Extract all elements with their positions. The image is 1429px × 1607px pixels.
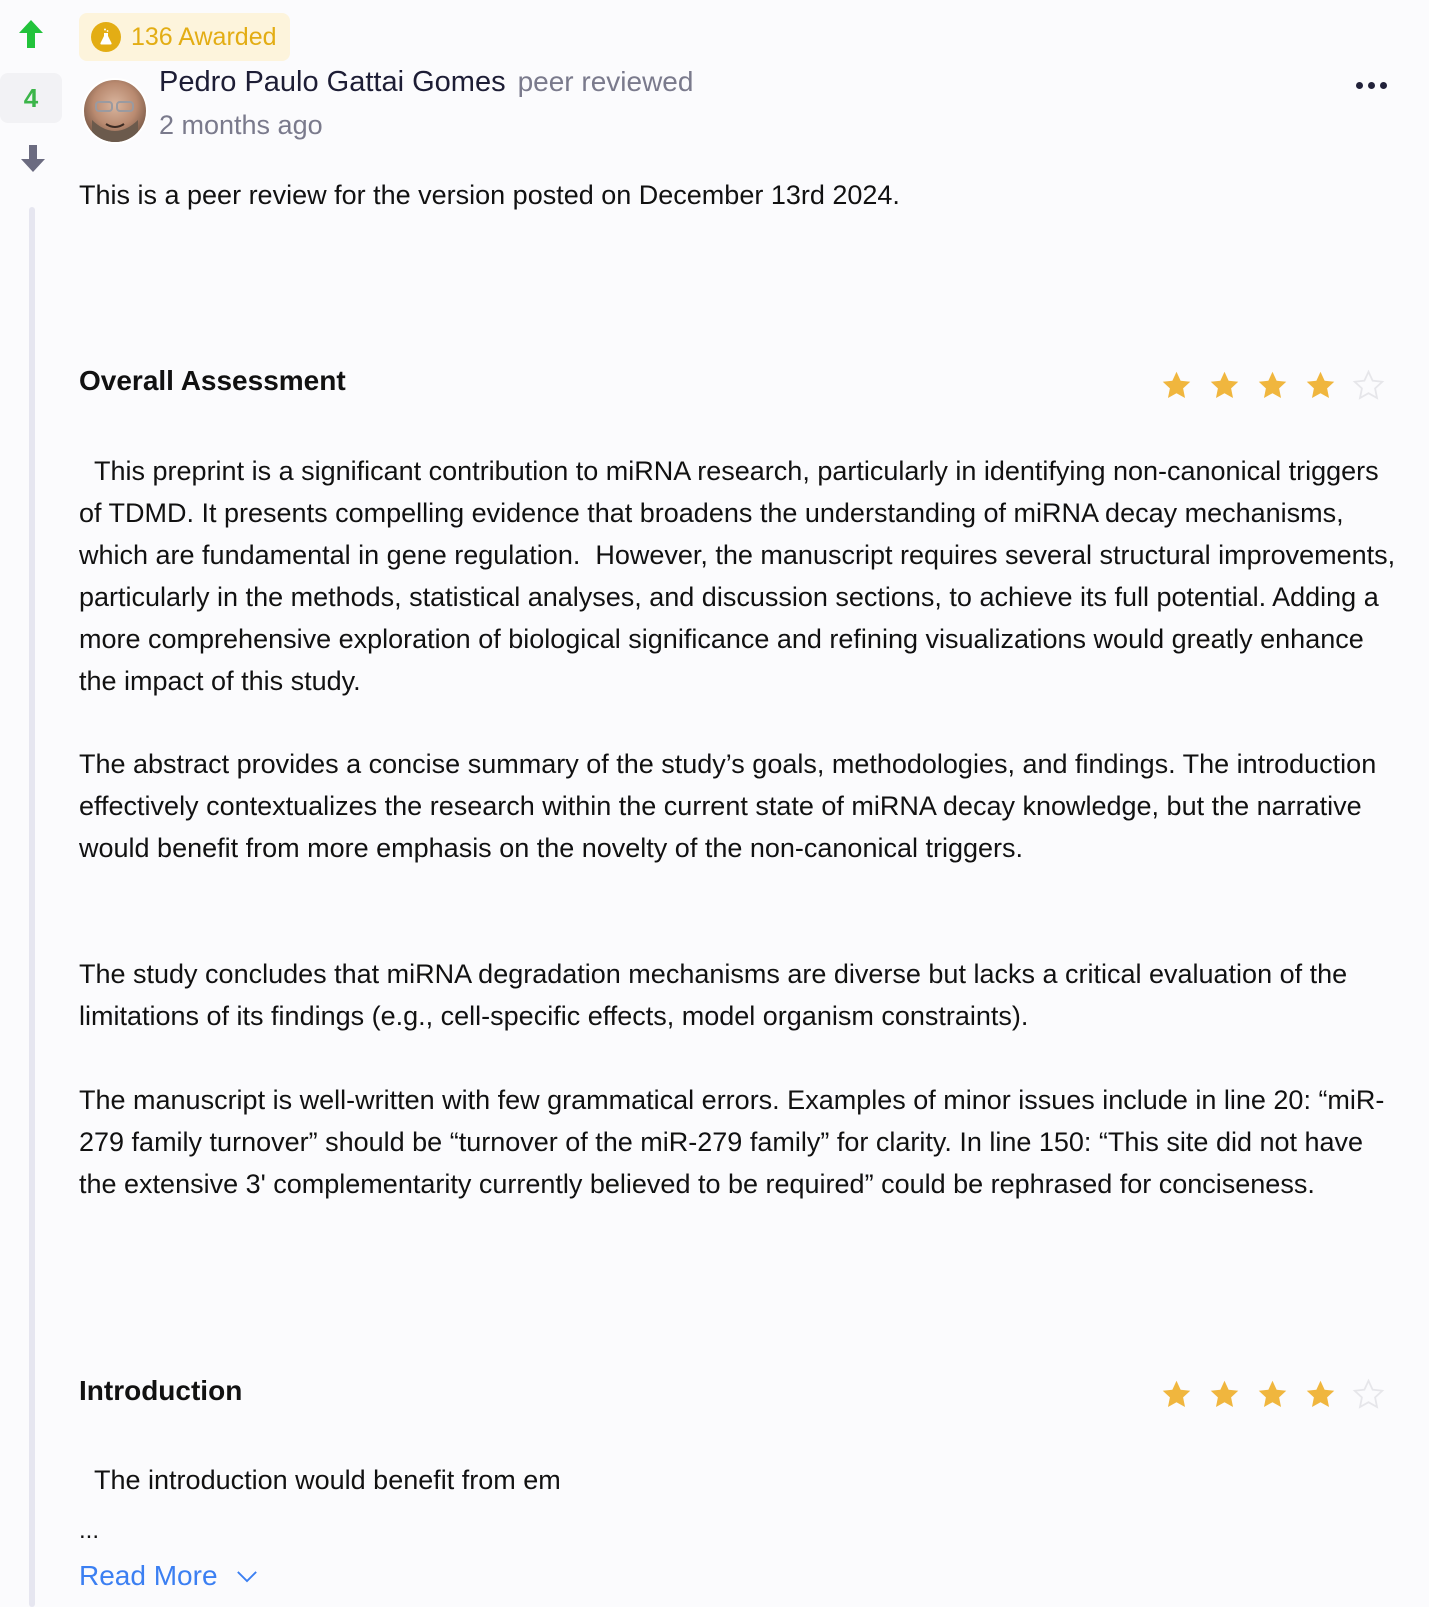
star-filled-icon [1159, 369, 1194, 402]
arrow-down-icon [19, 144, 47, 174]
timestamp: 2 months ago [159, 110, 323, 140]
author-name[interactable]: Pedro Paulo Gattai Gomes [159, 66, 506, 98]
author-line [159, 66, 693, 99]
star-filled-icon [1207, 1378, 1242, 1411]
paragraph: The introduction would benefit from em [79, 1465, 561, 1495]
downvote-button[interactable] [19, 144, 47, 174]
star-filled-icon [1303, 369, 1338, 402]
star-filled-icon [1255, 1378, 1290, 1411]
paragraph: The study concludes that miRNA degradation mechanisms are diverse but lacks a critical evaluation of the limitations of its findings (e.g., cell-specific effects, model organism constraints). [79, 959, 1348, 1031]
section-title-introduction: Introduction [79, 1375, 243, 1406]
truncation-ellipsis: ... [79, 1517, 100, 1544]
vote-count: 4 [0, 73, 62, 123]
star-filled-icon [1159, 1378, 1194, 1411]
star-empty-icon [1351, 369, 1386, 402]
flask-icon [91, 22, 121, 52]
chevron-down-icon [236, 1570, 258, 1583]
star-empty-icon [1351, 1378, 1386, 1411]
section-title-overall: Overall Assessment [79, 365, 346, 396]
star-filled-icon [1255, 369, 1290, 402]
intro-text: This is a peer review for the version posted on December 13rd 2024. [79, 180, 900, 210]
peer-reviewed-badge: peer reviewed [517, 66, 694, 97]
rating-introduction [1159, 1378, 1386, 1411]
avatar-image [84, 80, 146, 142]
read-more-button[interactable] [79, 1555, 258, 1597]
award-label: 136 Awarded [131, 22, 277, 51]
upvote-button[interactable] [17, 18, 45, 50]
rating-overall [1159, 369, 1386, 402]
star-filled-icon [1207, 369, 1242, 402]
arrow-up-icon [17, 18, 45, 50]
more-horizontal-icon [1356, 82, 1363, 89]
more-options-button[interactable] [1356, 76, 1390, 94]
star-filled-icon [1303, 1378, 1338, 1411]
paragraph: This preprint is a significant contribution to miRNA research, particularly in identifying non-canonical triggers of TDMD. It presents compelling evidence that broadens the understanding of miRNA decay mechanisms, which are fundamental in gene regulation. However, the manuscript requires several structural improvements, particularly in the methods, statistical analyses, and discussion sections, to achieve its full potential. Adding a more comprehensive exploration of biological significance and refining visualizations would greatly enhance the impact of this study. [79, 456, 1403, 696]
paragraph: The manuscript is well-written with few grammatical errors. Examples of minor issues include in line 20: “miR-279 family turnover” should be “turnover of the miR-279 family” for clarity. In line 150: “This site did not have the extensive 3' complementarity currently believed to be required” could be rephrased for conciseness. [79, 1085, 1385, 1199]
award-badge[interactable] [79, 13, 290, 61]
avatar[interactable] [82, 78, 148, 144]
read-more-label: Read More [79, 1560, 218, 1591]
paragraph: The abstract provides a concise summary of the study’s goals, methodologies, and findings. The introduction effectively contextualizes the research within the current state of miRNA decay knowledge, but the narrative would benefit from more emphasis on the novelty of the non-canonical triggers. [79, 749, 1377, 863]
thread-line[interactable] [29, 207, 35, 1607]
